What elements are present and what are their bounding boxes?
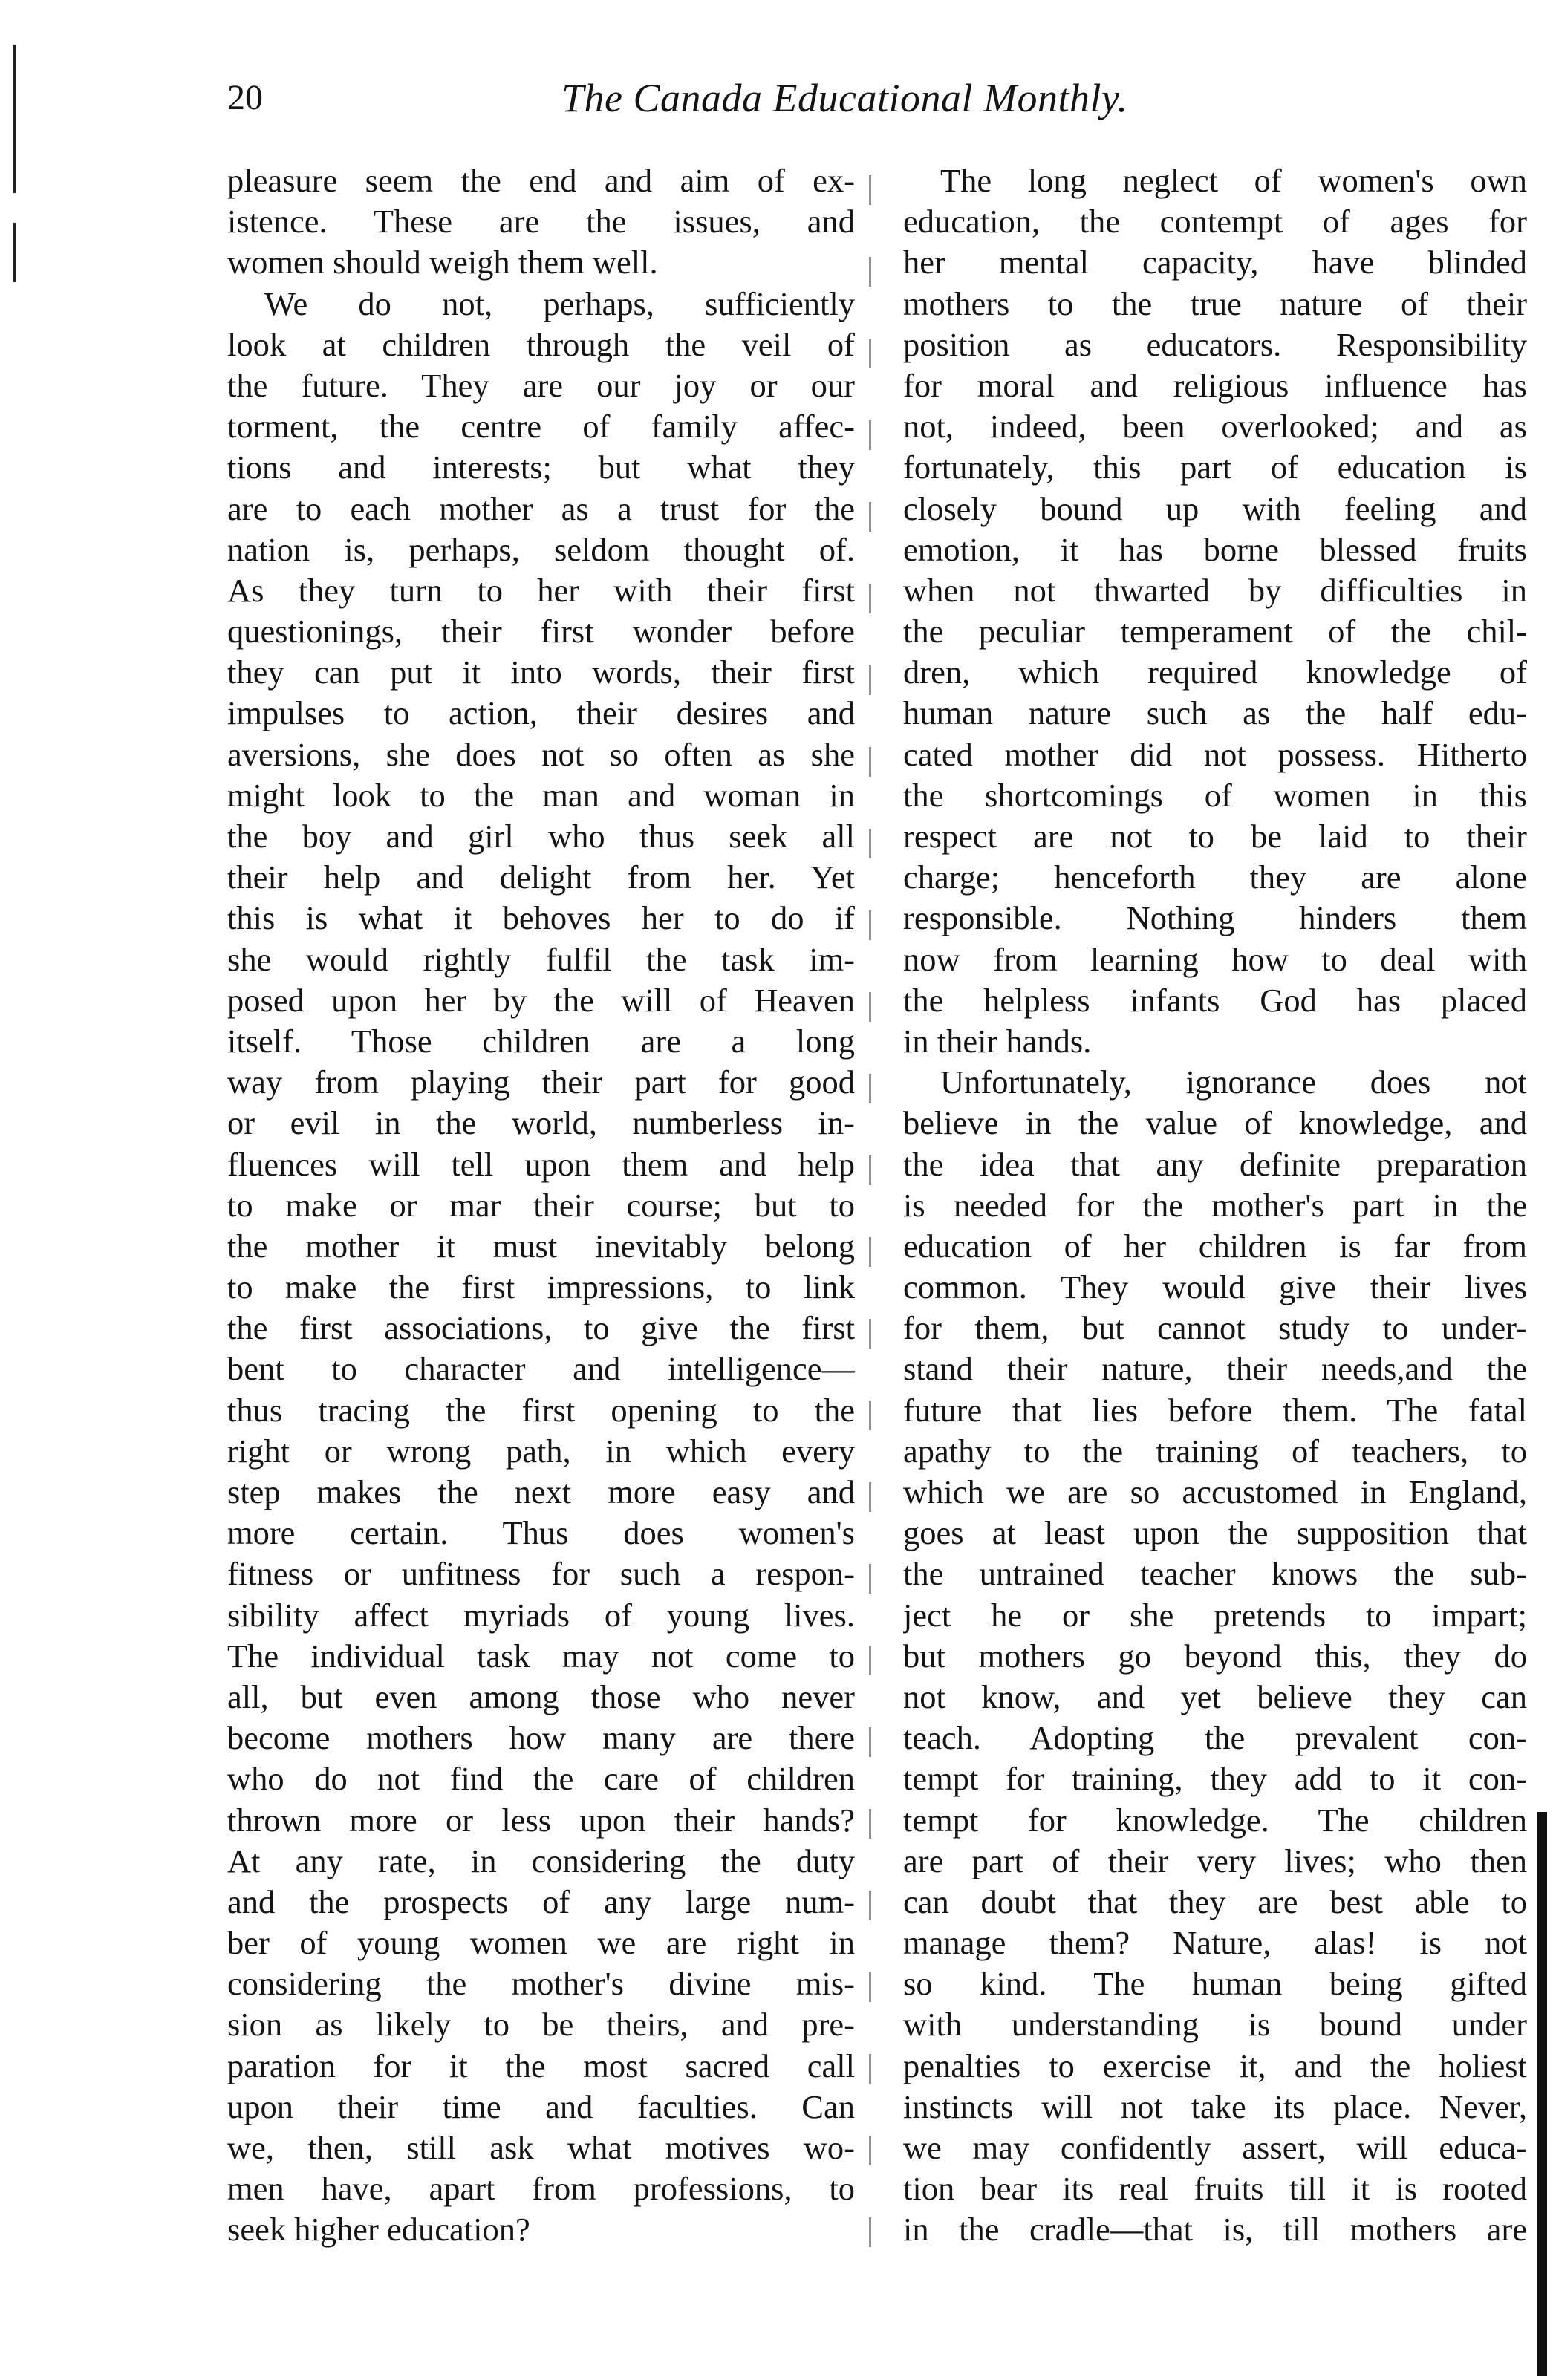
text-line: respect are not to be laid to their (903, 818, 1527, 855)
text-line: way from playing their part for good (227, 1063, 855, 1101)
text-line: not know, and yet believe they can (903, 1678, 1527, 1715)
text-line: seek higher education? (227, 2211, 530, 2249)
text-line: become mothers how many are there (227, 1719, 855, 1757)
left-text-column (227, 160, 855, 2251)
running-title: The Canada Educational Monthly. (561, 76, 1128, 120)
scan-edge-mark (13, 223, 16, 282)
text-line: We do not, perhaps, sufficiently (264, 284, 855, 322)
right-text-column (903, 160, 1527, 2251)
text-line: questionings, their first wonder before (227, 613, 855, 651)
text-line: the first associations, to give the first (227, 1309, 855, 1347)
text-line: in the cradle—that is, till mothers are (903, 2211, 1527, 2249)
text-line: fluences will tell upon them and help (227, 1145, 855, 1183)
text-line: goes at least upon the supposition that (903, 1514, 1527, 1552)
text-line: the shortcomings of women in this (903, 776, 1527, 814)
text-line: The individual task may not come to (227, 1637, 855, 1675)
text-line: the helpless infants God has placed (903, 981, 1527, 1019)
text-line: pleasure seem the end and aim of ex- (227, 162, 855, 199)
text-line: with understanding is bound under (903, 2006, 1527, 2044)
text-line: itself. Those children are a long (227, 1022, 855, 1060)
text-line: which we are so accustomed in England, (903, 1473, 1527, 1510)
text-line: position as educators. Responsibility (903, 325, 1527, 363)
text-line: dren, which required knowledge of (903, 653, 1527, 691)
text-line: for them, but cannot study to under- (903, 1309, 1527, 1347)
text-line: are part of their very lives; who then (903, 1842, 1527, 1879)
text-line: their help and delight from her. Yet (227, 858, 855, 896)
text-line: cated mother did not possess. Hitherto (903, 735, 1527, 773)
text-line: fitness or unfitness for such a respon- (227, 1555, 855, 1593)
text-line: in their hands. (903, 1022, 1092, 1060)
text-line: The long neglect of women's own (940, 162, 1527, 199)
text-line: manage them? Nature, alas! is not (903, 1924, 1527, 1962)
text-line: is needed for the mother's part in the (903, 1186, 1527, 1224)
text-line: are to each mother as a trust for the (227, 489, 855, 527)
text-line: for moral and religious influence has (903, 366, 1527, 404)
text-line: look at children through the veil of (227, 325, 855, 363)
text-line: upon their time and faculties. Can (227, 2087, 855, 2125)
text-line: more certain. Thus does women's (227, 1514, 855, 1552)
text-line: closely bound up with feeling and (903, 489, 1527, 527)
text-line: not, indeed, been overlooked; and as (903, 408, 1527, 446)
text-line: the mother it must inevitably belong (227, 1227, 855, 1265)
text-line: bent to character and intelligence— (227, 1350, 855, 1388)
text-line: impulses to action, their desires and (227, 694, 855, 732)
text-line: torment, the centre of family affec- (227, 408, 855, 446)
text-line: penalties to exercise it, and the holiest (903, 2047, 1527, 2084)
text-line: istence. These are the issues, and (227, 203, 855, 241)
text-line: sion as likely to be theirs, and pre- (227, 2006, 855, 2044)
scan-edge-mark (13, 45, 16, 193)
text-line: emotion, it has borne blessed fruits (903, 530, 1527, 568)
text-line: she would rightly fulfil the task im- (227, 940, 855, 978)
text-line: all, but even among those who never (227, 1678, 855, 1715)
text-line: fortunately, this part of education is (903, 449, 1527, 486)
text-line: the future. They are our joy or our (227, 366, 855, 404)
text-line: we may confidently assert, will educa- (903, 2129, 1527, 2166)
text-line: and the prospects of any large num- (227, 1882, 855, 1920)
text-line: nation is, perhaps, seldom thought of. (227, 530, 855, 568)
text-line: now from learning how to deal with (903, 940, 1527, 978)
text-line: can doubt that they are best able to (903, 1882, 1527, 1920)
text-line: education, the contempt of ages for (903, 203, 1527, 241)
text-line: Unfortunately, ignorance does not (940, 1063, 1527, 1101)
text-line: tions and interests; but what they (227, 449, 855, 486)
text-line: to make or mar their course; but to (227, 1186, 855, 1224)
text-line: when not thwarted by difficulties in (903, 571, 1527, 609)
text-line: education of her children is far from (903, 1227, 1527, 1265)
text-line: paration for it the most sacred call (227, 2047, 855, 2084)
text-line: teach. Adopting the prevalent con- (903, 1719, 1527, 1757)
text-line: men have, apart from professions, to (227, 2170, 855, 2208)
text-line: the untrained teacher knows the sub- (903, 1555, 1527, 1593)
text-line: common. They would give their lives (903, 1268, 1527, 1306)
text-line: aversions, she does not so often as she (227, 735, 855, 773)
text-line: considering the mother's divine mis- (227, 1965, 855, 2003)
text-line: stand their nature, their needs,and the (903, 1350, 1527, 1388)
scan-edge-mark (1537, 1812, 1547, 2376)
text-line: to make the first impressions, to link (227, 1268, 855, 1306)
text-line: mothers to the true nature of their (903, 284, 1527, 322)
text-line: the peculiar temperament of the chil- (903, 613, 1527, 651)
text-line: As they turn to her with their first (227, 571, 855, 609)
text-line: or evil in the world, numberless in- (227, 1104, 855, 1142)
text-line: human nature such as the half edu- (903, 694, 1527, 732)
text-line: apathy to the training of teachers, to (903, 1432, 1527, 1470)
text-line: the boy and girl who thus seek all (227, 818, 855, 855)
text-line: tion bear its real fruits till it is rooted (903, 2170, 1527, 2208)
text-line: tempt for knowledge. The children (903, 1801, 1527, 1839)
text-line: her mental capacity, have blinded (903, 244, 1527, 281)
text-line: responsible. Nothing hinders them (903, 899, 1527, 937)
text-line: the idea that any definite preparation (903, 1145, 1527, 1183)
text-line: thrown more or less upon their hands? (227, 1801, 855, 1839)
text-line: charge; henceforth they are alone (903, 858, 1527, 896)
text-line: ject he or she pretends to impart; (903, 1596, 1527, 1634)
text-line: instincts will not take its place. Never, (903, 2087, 1527, 2125)
text-line: believe in the value of knowledge, and (903, 1104, 1527, 1142)
page-number: 20 (227, 78, 263, 117)
text-line: tempt for training, they add to it con- (903, 1760, 1527, 1798)
text-line: ber of young women we are right in (227, 1924, 855, 1962)
text-line: so kind. The human being gifted (903, 1965, 1527, 2003)
text-line: At any rate, in considering the duty (227, 1842, 855, 1879)
text-line: right or wrong path, in which every (227, 1432, 855, 1470)
page-header (227, 68, 1520, 128)
text-line: might look to the man and woman in (227, 776, 855, 814)
text-line: they can put it into words, their first (227, 653, 855, 691)
text-line: this is what it behoves her to do if (227, 899, 855, 937)
text-line: we, then, still ask what motives wo- (227, 2129, 855, 2166)
text-line: step makes the next more easy and (227, 1473, 855, 1510)
text-line: future that lies before them. The fatal (903, 1391, 1527, 1429)
text-line: thus tracing the first opening to the (227, 1391, 855, 1429)
text-line: who do not find the care of children (227, 1760, 855, 1798)
text-line: sibility affect myriads of young lives. (227, 1596, 855, 1634)
column-divider (869, 175, 871, 2255)
text-line: posed upon her by the will of Heaven (227, 981, 855, 1019)
text-line: women should weigh them well. (227, 244, 658, 281)
text-line: but mothers go beyond this, they do (903, 1637, 1527, 1675)
